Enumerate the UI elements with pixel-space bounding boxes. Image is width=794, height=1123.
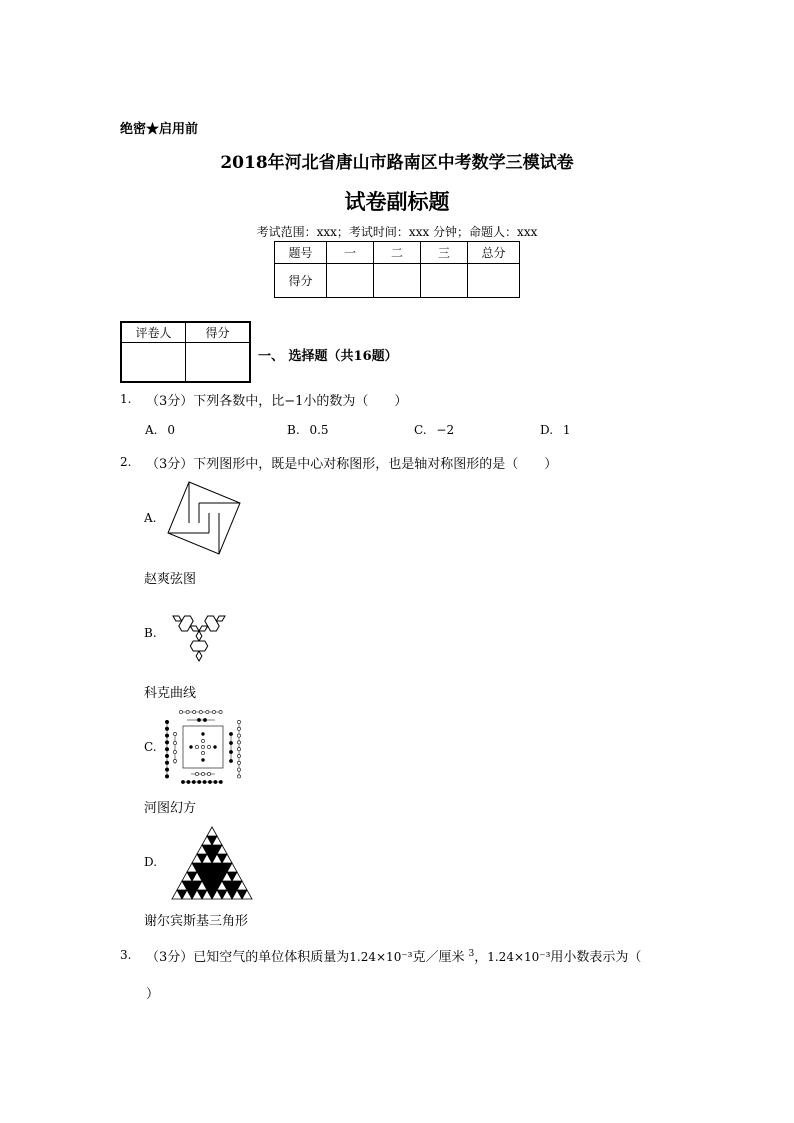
option-value: 0.5 [309,423,329,437]
black-dot [187,780,190,783]
confidential-label: 绝密★启用前 [120,122,199,137]
sierpinski-triangle-icon[interactable] [170,825,254,901]
black-dot [229,732,232,735]
option-value: 1 [562,423,571,437]
white-dot [201,739,204,742]
question-number: 1. [120,392,132,406]
score-table [274,241,520,298]
black-dot [202,759,205,762]
white-dot [193,710,196,713]
white-dot [201,745,204,748]
black-dot [214,746,217,749]
option-label: D. [540,423,554,437]
hetu-magic-square-icon[interactable] [163,708,243,788]
black-dot [165,761,168,764]
koch-snowflake-icon[interactable] [160,593,238,669]
white-dot [199,710,202,713]
white-dot [201,772,204,775]
white-dot [173,732,176,735]
question-number: 3. [120,948,132,962]
black-dot [197,718,200,721]
option-d[interactable] [540,423,570,437]
section-title: 一、 选择题（共16题） [258,349,398,364]
question-text-post: 用小数表示为（ [550,950,642,965]
white-dot [237,741,240,744]
black-dot [203,718,206,721]
question-text: （3分）下列图形中，既是中心对称图形，也是轴对称图形的是（ ） [146,457,558,472]
grader-table-header-cell: 评卷人 [121,322,186,343]
zhao-shuang-diagram-icon[interactable] [164,480,244,558]
black-dot [229,741,232,744]
white-dot [237,720,240,723]
white-dot [201,751,204,754]
option-d-label[interactable]: D. [144,855,158,869]
white-dot [212,710,215,713]
white-dot [207,772,210,775]
grader-table [120,321,251,383]
question-text: （3分）下列各数中，比−1小的数为（ ） [146,394,408,409]
black-dot [165,720,168,723]
white-dot [173,741,176,744]
black-dot [165,727,168,730]
exam-title: 2018年河北省唐山市路南区中考数学三模试卷 [220,153,574,173]
unit-exponent: 3 [468,948,475,959]
option-a-label[interactable]: A. [144,511,157,525]
score-cell[interactable] [468,264,520,298]
option-label: C. [414,423,427,437]
score-table-header-cell: 总分 [468,242,520,264]
score-cell[interactable] [374,264,421,298]
exam-subtitle: 试卷副标题 [344,189,450,214]
black-dot [229,759,232,762]
white-dot [173,750,176,753]
black-dot [219,780,222,783]
score-table-header-cell: 题号 [275,242,327,264]
white-dot [179,710,182,713]
white-dot [207,745,210,748]
black-dot [165,748,168,751]
white-dot [195,772,198,775]
option-label: B. [287,423,300,437]
black-dot [181,780,184,783]
white-dot [237,748,240,751]
black-dot [198,780,201,783]
white-dot [219,710,222,713]
option-c-label[interactable]: C. [144,740,157,754]
score-table-header-cell: 二 [374,242,421,264]
question-number: 2. [120,455,132,469]
option-c[interactable] [414,423,454,437]
grader-table-header-cell: 得分 [186,322,251,343]
exam-info: 考试范围：xxx；考试时间：xxx 分钟；命题人：xxx [256,225,538,239]
black-dot [202,733,205,736]
black-dot [165,734,168,737]
black-dot [203,780,206,783]
white-dot [173,759,176,762]
score-table-header-cell: 一 [327,242,374,264]
white-dot [195,745,198,748]
black-dot [165,754,168,757]
separator: ， [474,950,488,965]
score-cell[interactable] [421,264,468,298]
question-text-pre: （3分）已知空气的单位体积质量为 [146,950,350,965]
figure-caption: 赵爽弦图 [144,572,197,587]
grader-cell[interactable] [121,343,186,383]
white-dot [237,768,240,771]
figure-caption: 科克曲线 [144,686,197,701]
white-dot [237,754,240,757]
black-dot [214,780,217,783]
figure-caption: 谢尔宾斯基三角形 [144,914,249,929]
black-dot [165,775,168,778]
grader-cell[interactable] [186,343,251,383]
white-dot [206,710,209,713]
figure-caption: 河图幻方 [144,801,197,816]
option-label: A. [145,423,158,437]
score-table-row-label: 得分 [275,264,327,298]
option-b[interactable] [287,423,329,437]
black-dot [192,780,195,783]
option-a[interactable] [145,423,175,437]
black-dot [208,780,211,783]
math-expression: 1.24×10⁻³ [349,950,413,964]
unit-text: 克／厘米 [412,950,465,965]
score-cell[interactable] [327,264,374,298]
question-text [146,946,641,965]
score-table-header-cell: 三 [421,242,468,264]
white-dot [237,734,240,737]
black-dot [229,750,232,753]
math-expression: 1.24×10⁻³ [487,950,551,964]
option-value: 0 [167,423,175,437]
black-dot [165,741,168,744]
white-dot [237,775,240,778]
white-dot [186,710,189,713]
black-dot [190,746,193,749]
white-dot [237,761,240,764]
option-b-label[interactable]: B. [144,626,157,640]
black-dot [165,768,168,771]
white-dot [237,727,240,730]
option-value: −2 [436,423,455,437]
question-text-continued: ） [146,987,160,1002]
